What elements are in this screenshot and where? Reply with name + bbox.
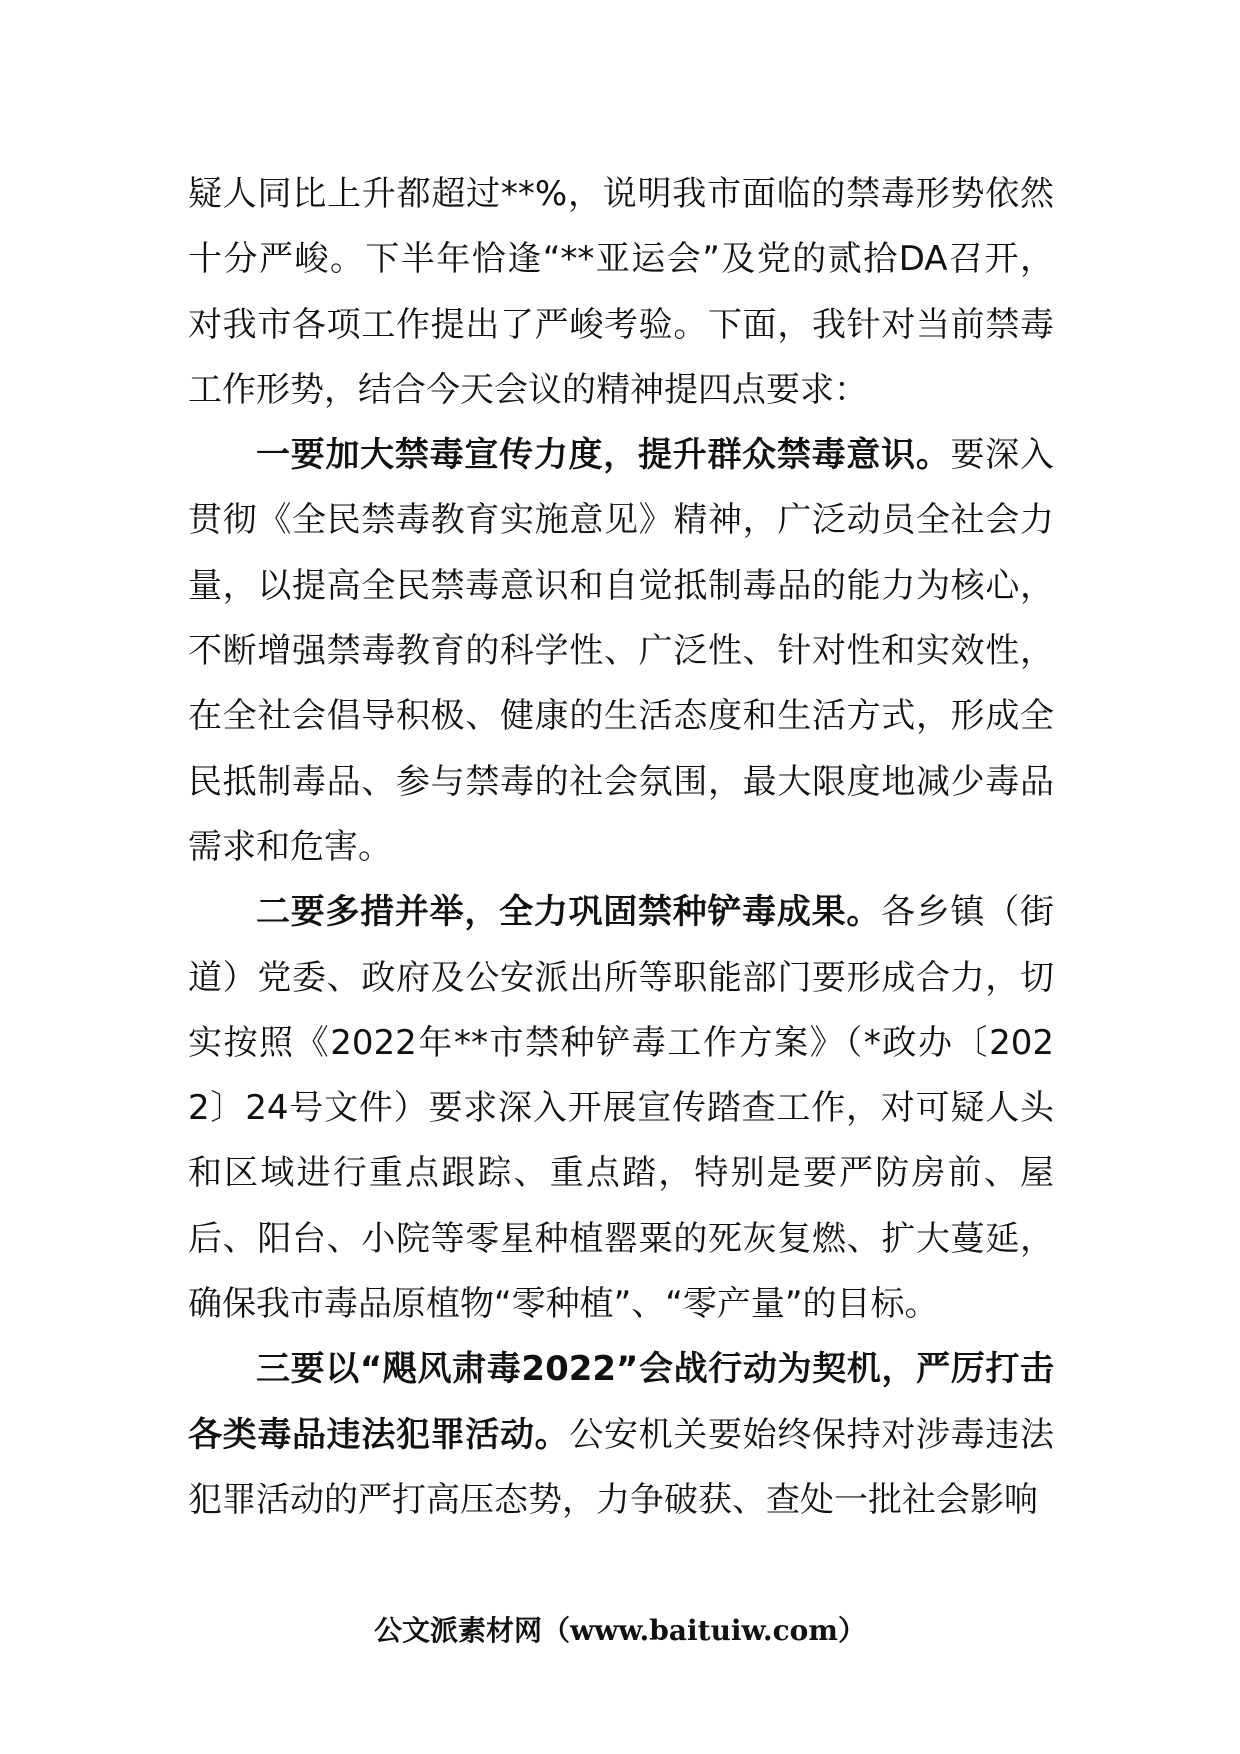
footer-watermark: 公文派素材网（www.baituiw.com） bbox=[374, 1614, 866, 1647]
document-body bbox=[188, 162, 1054, 1533]
paragraph-heading: 一要加大禁毒宣传力度，提升群众禁毒意识。 bbox=[256, 435, 951, 476]
paragraph-point-two bbox=[188, 880, 1054, 1337]
paragraph-point-three bbox=[188, 1337, 1054, 1533]
paragraph-body: 公安机关要始终保持对涉毒违法犯罪活动的严打高压态势，力争破获、查处一批社会影响 bbox=[188, 1414, 1055, 1520]
paragraph-body: 疑人同比上升都超过**%，说明我市面临的禁毒形势依然十分严峻。下半年恰逢“**亚运会”及党的贰拾DA召开，对我市各项工作提出了严峻考验。下面，我针对当前禁毒工作形势，结合今天会议的精神提四点要求： bbox=[188, 174, 1054, 410]
paragraph-body: 要深入贯彻《全民禁毒教育实施意见》精神，广泛动员全社会力量，以提高全民禁毒意识和自觉抵制毒品的能力为核心，不断增强禁毒教育的科学性、广泛性、针对性和实效性，在全社会倡导积极、健康的生活态度和生活方式，形成全民抵制毒品、参与禁毒的社会氛围，最大限度地减少毒品需求和危害。 bbox=[188, 435, 1055, 867]
paragraph-continuation bbox=[188, 162, 1054, 423]
paragraph-heading: 三要以“飓风肃毒2022”会战行动为契机，严厉打击各类毒品违法犯罪活动。 bbox=[188, 1349, 1054, 1455]
paragraph-body: 各乡镇（街道）党委、政府及公安派出所等职能部门要形成合力，切实按照《2022年**市禁种铲毒工作方案》（*政办〔2022〕24号文件）要求深入开展宣传踏查工作，对可疑人头和区域进行重点跟踪、重点踏，特别是要严防房前、屋后、阳台、小院等零星种植罂粟的死灰复燃、扩大蔓延，确保我市毒品原植物“零种植”、“零产量”的目标。 bbox=[188, 892, 1055, 1325]
paragraph-point-one bbox=[188, 423, 1054, 880]
paragraph-heading: 二要多措并举，全力巩固禁种铲毒成果。 bbox=[256, 892, 882, 933]
